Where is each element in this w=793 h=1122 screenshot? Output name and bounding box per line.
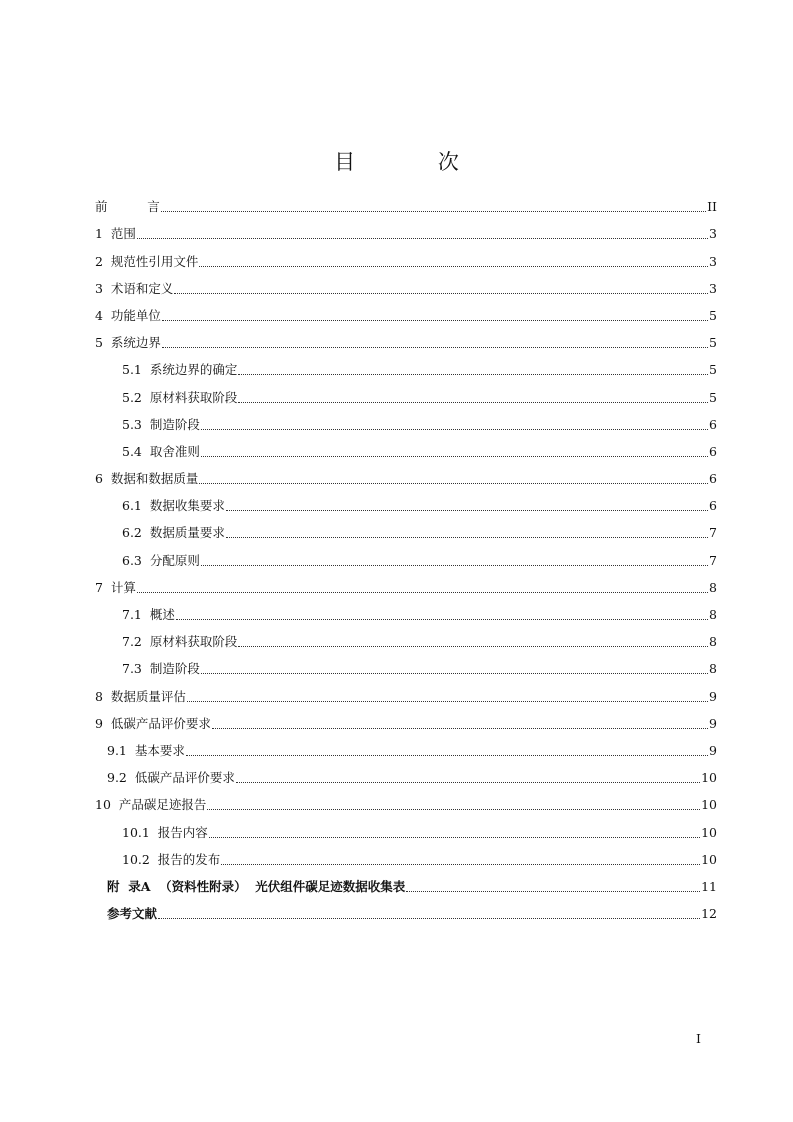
dot-leader: [207, 809, 700, 810]
toc-entry-page: 9: [709, 688, 717, 704]
toc-entry-label: 8 数据质量评估: [95, 688, 186, 704]
toc-entry-page: 10: [701, 824, 717, 840]
dot-leader: [201, 429, 708, 430]
toc-entry-page: 8: [709, 579, 717, 595]
toc-entry-page: 9: [709, 742, 717, 758]
toc-entry[interactable]: [95, 408, 717, 435]
toc-entry-label: 10 产品碳足迹报告: [95, 797, 207, 813]
dot-leader: [158, 918, 700, 919]
toc-entry-label: 1 范围: [95, 226, 136, 242]
dot-leader: [137, 238, 708, 239]
toc-entry-label: 2 规范性引用文件: [95, 253, 199, 269]
toc-entry-label: 5.2 原材料获取阶段: [122, 389, 238, 405]
toc-entry[interactable]: [95, 598, 717, 625]
dot-leader: [137, 592, 708, 593]
toc-entry-page: 10: [701, 797, 717, 813]
toc-entry-page: 5: [709, 362, 717, 378]
toc-entry-label: 9.1 基本要求: [107, 742, 185, 758]
dot-leader: [174, 293, 708, 294]
toc-entry-label: 参考文献: [107, 906, 158, 922]
toc-entry-page: 8: [709, 661, 717, 677]
dot-leader: [199, 483, 708, 484]
page-number: I: [696, 1031, 701, 1046]
toc-entry-page: 3: [709, 226, 717, 242]
toc-entry-page: 9: [709, 715, 717, 731]
dot-leader: [199, 266, 708, 267]
toc-entry-page: 5: [709, 335, 717, 351]
toc-entry-label: 5.1 系统边界的确定: [122, 362, 238, 378]
dot-leader: [238, 374, 708, 375]
toc-entry-label: 7.3 制造阶段: [122, 661, 200, 677]
toc-entry-page: 7: [709, 525, 717, 541]
dot-leader: [176, 619, 708, 620]
dot-leader: [226, 510, 708, 511]
toc-entry-label: 9.2 低碳产品评价要求: [107, 770, 235, 786]
dot-leader: [201, 673, 708, 674]
toc-entry-page: 7: [709, 552, 717, 568]
toc-entry-label: 5.4 取舍准则: [122, 443, 200, 459]
dot-leader: [186, 755, 708, 756]
toc-entry-page: 5: [709, 307, 717, 323]
toc-entry-label: 9 低碳产品评价要求: [95, 715, 211, 731]
toc-entry-label: 10.1 报告内容: [122, 824, 208, 840]
toc-entry-page: 6: [709, 443, 717, 459]
toc-entry[interactable]: [95, 244, 717, 271]
dot-leader: [161, 211, 706, 212]
dot-leader: [162, 347, 708, 348]
dot-leader: [226, 537, 708, 538]
toc-entry[interactable]: [95, 897, 717, 924]
toc-entry-page: 10: [701, 770, 717, 786]
toc-entry[interactable]: [95, 489, 717, 516]
toc-entry-page: 11: [701, 878, 717, 894]
dot-leader: [221, 864, 700, 865]
dot-leader: [238, 402, 708, 403]
dot-leader: [187, 701, 708, 702]
toc-entry[interactable]: [95, 326, 717, 353]
dot-leader: [212, 728, 708, 729]
dot-leader: [406, 891, 700, 892]
toc-entry[interactable]: [95, 870, 717, 897]
dot-leader: [238, 646, 708, 647]
toc-entry-label: 7.2 原材料获取阶段: [122, 634, 238, 650]
toc-entry[interactable]: [95, 761, 717, 788]
toc-entry-label: 5 系统边界: [95, 335, 161, 351]
toc-entry[interactable]: [95, 516, 717, 543]
toc-entry[interactable]: [95, 679, 717, 706]
toc-entry-page: 3: [709, 280, 717, 296]
toc-entry-page: 10: [701, 851, 717, 867]
toc-entry-page: 6: [709, 471, 717, 487]
toc-entry-label: 3 术语和定义: [95, 280, 174, 296]
toc-entry[interactable]: [95, 815, 717, 842]
toc-entry[interactable]: [95, 788, 717, 815]
toc-entry-label: 前 言: [95, 199, 160, 215]
toc-entry[interactable]: [95, 707, 717, 734]
toc-entry[interactable]: [95, 190, 717, 217]
toc-entry-page: 8: [709, 607, 717, 622]
toc-entry-label: 6.1 数据收集要求: [122, 498, 225, 514]
toc-entry[interactable]: [95, 272, 717, 299]
toc-entry[interactable]: [95, 217, 717, 244]
toc-entry-label: 7 计算: [95, 579, 136, 595]
dot-leader: [209, 837, 700, 838]
dot-leader: [236, 782, 700, 783]
toc-entry-label: 6.3 分配原则: [122, 552, 200, 568]
toc-entry-label: 7.1 概述: [122, 607, 175, 622]
toc-entry-page: 6: [709, 498, 717, 514]
toc-entry-label: 5.3 制造阶段: [122, 416, 200, 432]
dot-leader: [201, 456, 708, 457]
toc-entry-label: 6 数据和数据质量: [95, 471, 199, 487]
toc-entry[interactable]: [95, 435, 717, 462]
dot-leader: [162, 320, 708, 321]
toc-entry-page: 5: [709, 389, 717, 405]
toc-entry[interactable]: [95, 462, 717, 489]
toc-entry-page: II: [707, 199, 717, 215]
toc-entry[interactable]: [95, 652, 717, 679]
toc-title: 目 次: [334, 150, 497, 174]
toc-entry[interactable]: [95, 380, 717, 407]
dot-leader: [201, 565, 708, 566]
toc-entry[interactable]: [95, 299, 717, 326]
toc-entry[interactable]: [95, 353, 717, 380]
toc-entry-page: 6: [709, 416, 717, 432]
toc-entry-label: 附 录A （资料性附录） 光伏组件碳足迹数据收集表: [107, 878, 406, 894]
toc-entry[interactable]: [95, 625, 717, 652]
toc-entry-page: 12: [701, 906, 717, 922]
toc-entry-page: 3: [709, 253, 717, 269]
toc-entry-label: 6.2 数据质量要求: [122, 525, 225, 541]
toc-entry-label: 4 功能单位: [95, 307, 161, 323]
table-of-contents: [95, 190, 717, 924]
toc-entry[interactable]: [95, 734, 717, 761]
toc-entry-page: 8: [709, 634, 717, 650]
toc-entry[interactable]: [95, 571, 717, 598]
toc-entry[interactable]: [95, 843, 717, 870]
toc-entry-label: 10.2 报告的发布: [122, 851, 221, 867]
toc-entry[interactable]: [95, 543, 717, 570]
